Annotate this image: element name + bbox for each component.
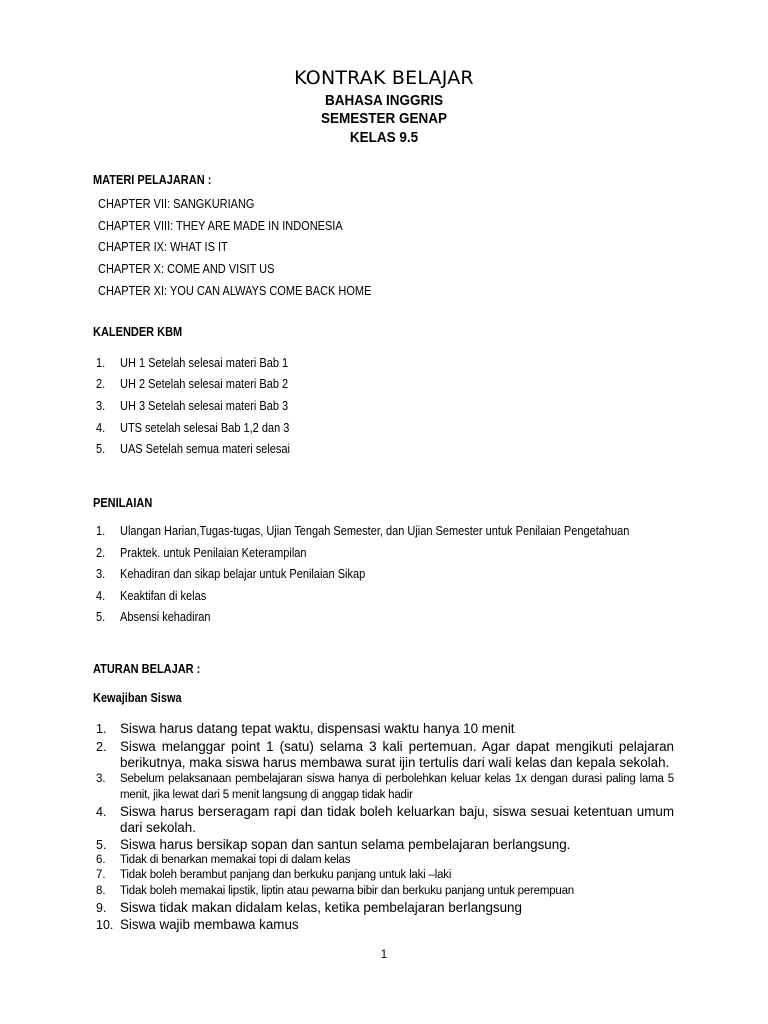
list-item-number: 3. xyxy=(96,567,106,581)
rule-number: 4. xyxy=(96,805,107,819)
kalender-item: UH 3 Setelah selesai materi Bab 3 xyxy=(120,399,289,413)
materi-heading: MATERI PELAJARAN : xyxy=(93,173,212,187)
rule-item: Tidak boleh berambut panjang dan berkuku panjang untuk laki –laki xyxy=(120,869,452,881)
list-item-number: 2. xyxy=(96,377,106,391)
list-item-number: 4. xyxy=(96,421,106,435)
semester-title: SEMESTER GENAP xyxy=(320,110,448,127)
page-number: 1 xyxy=(380,949,388,961)
kalender-item: UAS Setelah semua materi selesai xyxy=(120,442,290,456)
chapter-item: CHAPTER XI: YOU CAN ALWAYS COME BACK HOME xyxy=(98,284,372,298)
aturan-heading: ATURAN BELAJAR : xyxy=(93,662,201,676)
penilaian-item: Absensi kehadiran xyxy=(120,610,211,624)
penilaian-item: Praktek. untuk Penilaian Keterampilan xyxy=(120,546,307,560)
list-item-number: 4. xyxy=(96,589,106,603)
list-item-number: 5. xyxy=(96,610,106,624)
list-item-number: 5. xyxy=(96,442,106,456)
subject-title: BAHASA INGGRIS xyxy=(324,92,444,109)
rule-item: Siswa harus datang tepat waktu, dispensasi waktu hanya 10 menit xyxy=(120,721,515,736)
rule-item: Siswa wajib membawa kamus xyxy=(120,917,299,932)
penilaian-item: Keaktifan di kelas xyxy=(120,589,207,603)
rule-number: 6. xyxy=(96,854,106,866)
rule-item: Siswa harus berseragam rapi dan tidak boleh keluarkan baju, siswa sesuai ketentuan umum dari sekolah. xyxy=(120,804,674,835)
kalender-item: UH 1 Setelah selesai materi Bab 1 xyxy=(120,356,289,370)
kewajiban-subheading: Kewajiban Siswa xyxy=(93,691,182,705)
kalender-item: UTS setelah selesai Bab 1,2 dan 3 xyxy=(120,421,290,435)
class-title: KELAS 9.5 xyxy=(349,129,419,146)
kalender-heading: KALENDER KBM xyxy=(93,325,183,339)
rule-number: 1. xyxy=(96,722,107,736)
rule-number: 3. xyxy=(96,773,106,785)
rule-number: 5. xyxy=(96,838,107,852)
list-item-number: 3. xyxy=(96,399,106,413)
rule-item: Tidak boleh memakai lipstik, liptin atau pewarna bibir dan berkuku panjang untuk perempuan xyxy=(120,885,574,897)
rule-item: Sebelum pelaksanaan pembelajaran siswa hanya di perbolehkan keluar kelas 1x dengan durasi paling lama 5 menit, jika lewat dari 5 menit langsung di anggap tidak hadir xyxy=(120,773,674,801)
rule-item: Tidak di benarkan memakai topi di dalam kelas xyxy=(120,854,351,866)
list-item-number: 1. xyxy=(96,356,106,370)
penilaian-heading: PENILAIAN xyxy=(93,496,153,510)
list-item-number: 1. xyxy=(96,524,106,538)
list-item-number: 2. xyxy=(96,546,106,560)
kalender-item: UH 2 Setelah selesai materi Bab 2 xyxy=(120,377,289,391)
rule-item: Siswa harus bersikap sopan dan santun selama pembelajaran berlangsung. xyxy=(120,837,571,852)
chapter-item: CHAPTER X: COME AND VISIT US xyxy=(98,262,275,276)
chapter-item: CHAPTER IX: WHAT IS IT xyxy=(98,240,228,254)
rule-number: 9. xyxy=(96,901,107,915)
chapter-item: CHAPTER VIII: THEY ARE MADE IN INDONESIA xyxy=(98,219,343,233)
rule-item: Siswa tidak makan didalam kelas, ketika pembelajaran berlangsung xyxy=(120,900,522,915)
penilaian-item: Kehadiran dan sikap belajar untuk Penilaian Sikap xyxy=(120,567,366,581)
document-title: KONTRAK BELAJAR xyxy=(294,67,474,89)
rule-item: Siswa melanggar point 1 (satu) selama 3 kali pertemuan. Agar dapat mengikuti pelajaran berikutnya, maka siswa harus membawa surat ijin tertulis dari wali kelas dan kepala sekolah. xyxy=(120,739,674,770)
rule-number: 8. xyxy=(96,885,106,897)
penilaian-item: Ulangan Harian,Tugas-tugas, Ujian Tengah Semester, dan Ujian Semester untuk Penilaian Pengetahuan xyxy=(120,524,630,538)
rule-number: 7. xyxy=(96,869,106,881)
rule-number: 2. xyxy=(96,740,107,754)
rule-number: 10. xyxy=(96,918,114,932)
chapter-item: CHAPTER VII: SANGKURIANG xyxy=(98,197,255,211)
